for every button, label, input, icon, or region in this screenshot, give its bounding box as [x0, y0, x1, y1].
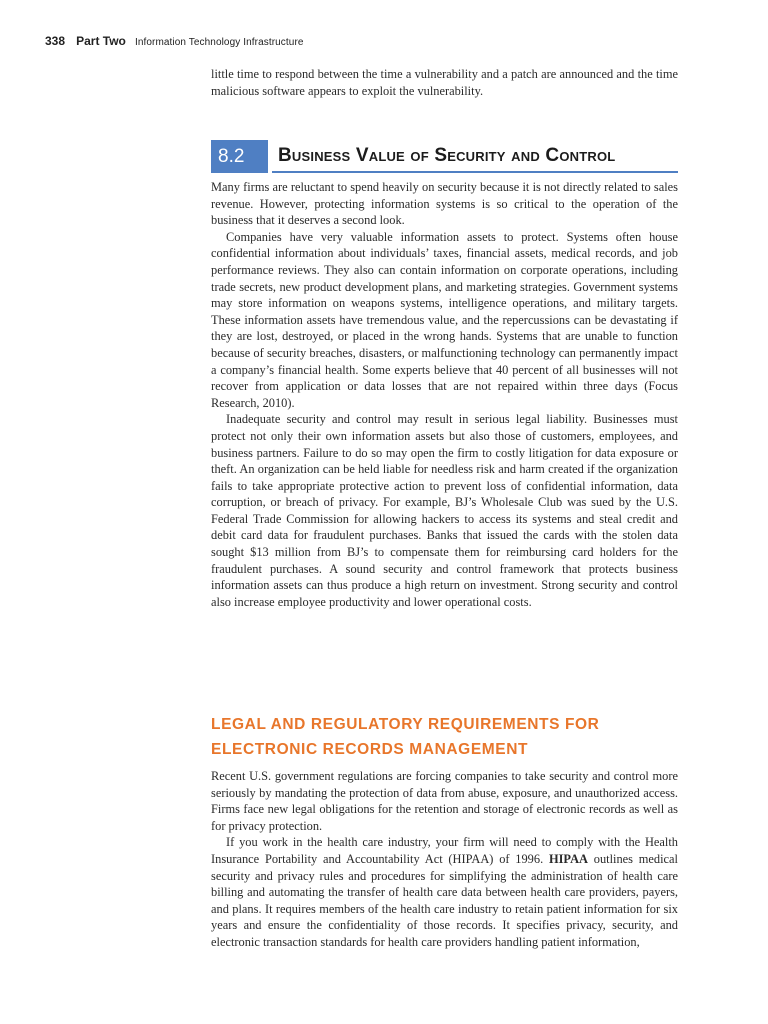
body-paragraph: Many firms are reluctant to spend heavily on security because it is not directly related to sales revenue. However, protecting information systems is so critical to the operation of the business that it deserves a second look. [211, 180, 678, 228]
intro-paragraph: little time to respond between the time a vulnerability and a patch are announced and the time malicious software appears to exploit the vulnerability. [211, 67, 678, 98]
section-title-bar [272, 140, 678, 173]
section-title: Business Value of Security and Control [278, 144, 616, 166]
body-paragraph: Recent U.S. government regulations are forcing companies to take security and control more seriously by mandating the protection of data from abuse, exposure, and unauthorized access. Firms face new legal obligations for the retention and storage of electronic records as well as for privacy protection. [211, 769, 678, 833]
subsection-body [211, 768, 678, 951]
part-label: Part Two [76, 34, 126, 48]
paragraph-text: outlines medical security and privacy rules and procedures for simplifying the administration of health care billing and automating the transfer of health care data between health care providers, payers, and plans. It requires members of the health care industry to retain patient information for six years and ensure the confidentiality of those records. It specifies privacy, security, and electronic transaction standards for health care providers handling patient information, [211, 851, 679, 949]
page-number: 338 [45, 34, 66, 48]
body-paragraph [211, 834, 678, 950]
key-term: HIPAA [548, 851, 588, 866]
paragraph-text: If you work in the health care industry, your firm will need to comply with the Health Insurance Portability and Accountability Act (HIPAA) of 1996. [211, 835, 678, 866]
running-header [45, 34, 304, 50]
section-heading [211, 140, 678, 173]
body-paragraph: Companies have very valuable information assets to protect. Systems often house confidential information about individuals’ taxes, financial assets, medical records, and job performance reviews. They also can contain information on corporate operations, including trade secrets, new product development plans, and marketing strategies. Government systems may store information on weapons systems, intelligence operations, and military targets. These information assets have tremendous value, and the repercussions can be devastating if they are lost, destroyed, or placed in the wrong hands. Systems that are unable to function because of security breaches, disasters, or malfunctioning technology can permanently impact a company’s financial health. Some experts believe that 40 percent of all businesses will not recover from application or data losses that are not repaired within three days (Focus Research, 2010). [211, 229, 678, 410]
part-title: Information Technology Infrastructure [134, 37, 304, 48]
section-body [211, 179, 678, 610]
subsection-heading [211, 712, 678, 762]
section-number: 8.2 [211, 140, 268, 173]
body-paragraph: Inadequate security and control may result in serious legal liability. Businesses must protect not only their own information assets but also those of customers, employees, and business partners. Failure to do so may open the firm to costly litigation for data exposure or theft. An organization can be held liable for needless risk and harm created if the organization fails to take appropriate protective action to prevent loss of confidential information, data corruption, or breach of privacy. For example, BJ’s Wholesale Club was sued by the U.S. Federal Trade Commission for allowing hackers to access its systems and steal credit and debit card data for fraudulent purchases. Banks that issued the cards with the stolen data sought $13 million from BJ’s to compensate them for reimbursing card holders for the fraudulent purchases. A sound security and control framework that protects business information assets can thus produce a high return on investment. Strong security and control also increase employee productivity and lower operational costs. [211, 412, 678, 609]
intro-block [211, 66, 678, 99]
subsection-heading-line2: ELECTRONIC RECORDS MANAGEMENT [211, 741, 529, 758]
subsection-heading-line1: LEGAL AND REGULATORY REQUIREMENTS FOR [211, 716, 600, 733]
